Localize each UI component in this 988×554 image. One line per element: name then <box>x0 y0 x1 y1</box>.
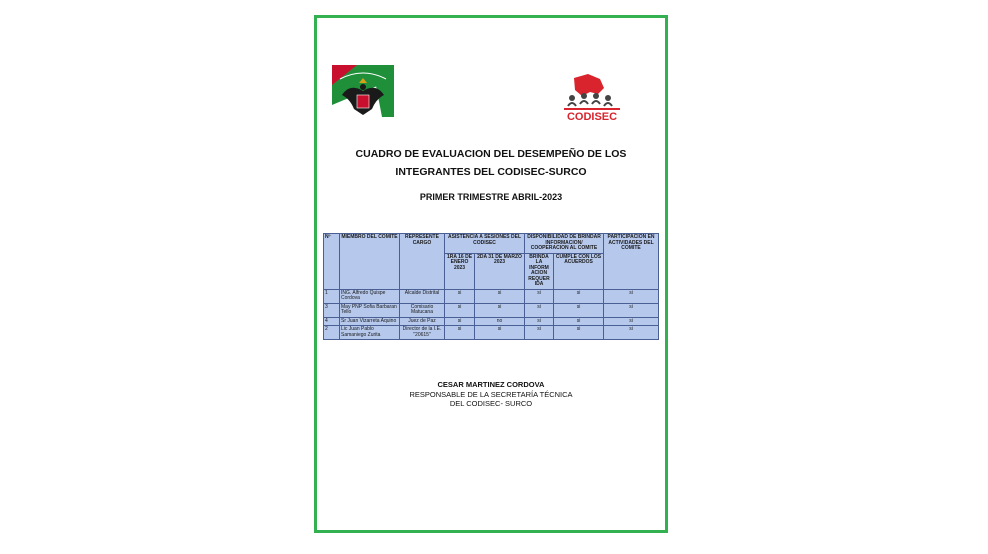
row-member: ING. Alfredo Quispe Cordova <box>340 289 400 303</box>
document-title <box>317 145 665 181</box>
header-provides-info: BRINDA LA INFORM ACION REQUER IDA <box>525 253 554 289</box>
row-session-1: si <box>445 326 475 340</box>
header-session-1: 1RA 16 DE ENERO 2023 <box>445 253 475 289</box>
row-session-2: si <box>475 289 525 303</box>
row-participation: si <box>604 289 659 303</box>
row-role: Alcalde Distrital <box>400 289 445 303</box>
row-member: May PNP Sofia Barbaran Tello <box>340 303 400 317</box>
header-role: REPRESENTE CARGO <box>400 234 445 290</box>
table-row <box>324 303 659 317</box>
row-participation: si <box>604 317 659 326</box>
row-meets-agreements: si <box>554 326 604 340</box>
signature-block <box>317 380 665 409</box>
header-meets-agreements: CUMPLE CON LOS ACUERDOS <box>554 253 604 289</box>
row-session-1: si <box>445 289 475 303</box>
row-provides-info: si <box>525 326 554 340</box>
row-participation: si <box>604 326 659 340</box>
row-session-1: si <box>445 303 475 317</box>
signatory-title-2: DEL CODISEC- SURCO <box>449 399 533 408</box>
row-participation: si <box>604 303 659 317</box>
row-meets-agreements: si <box>554 317 604 326</box>
table-row <box>324 289 659 303</box>
codisec-logo-text: CODISEC <box>566 111 618 122</box>
row-num: 2 <box>324 326 340 340</box>
table-row <box>324 317 659 326</box>
row-meets-agreements: si <box>554 289 604 303</box>
signatory-title-1: RESPONSABLE DE LA SECRETARÍA TÉCNICA <box>409 389 573 399</box>
row-session-2: si <box>475 303 525 317</box>
signatory-name: CESAR MARTINEZ CORDOVA <box>437 380 545 389</box>
header-member: MIEMBRO DEL COMITE <box>340 234 400 290</box>
row-member: Sr Juan Vizarreta Aquino <box>340 317 400 326</box>
row-num: 3 <box>324 303 340 317</box>
row-session-2: no <box>475 317 525 326</box>
row-provides-info: si <box>525 303 554 317</box>
document-subtitle: PRIMER TRIMESTRE ABRIL-2023 <box>419 192 563 202</box>
table-row <box>324 326 659 340</box>
row-session-2: si <box>475 326 525 340</box>
row-provides-info: si <box>525 289 554 303</box>
row-provides-info: si <box>525 317 554 326</box>
codisec-logo <box>560 70 626 122</box>
row-member: Lic Juan Pablo Samaniego Zurita <box>340 326 400 340</box>
header-session-2: 2DA 31 DE MARZO 2023 <box>475 253 525 289</box>
row-role: Juez de Paz <box>400 317 445 326</box>
document-page <box>314 15 668 533</box>
row-num: 4 <box>324 317 340 326</box>
header-attendance: ASISTENCIA A SESIONES DEL CODISEC <box>445 234 525 254</box>
title-line-1: CUADRO DE EVALUACION DEL DESEMPEÑO DE LOS <box>355 148 627 160</box>
title-line-2: INTEGRANTES DEL CODISEC-SURCO <box>395 166 587 178</box>
header-participation: PARTICIPACION EN ACTIVIDADES DEL COMITE <box>604 234 659 290</box>
header-availability: DISPONIBILIDAD DE BRINDAR INFORMACION/ COOPERACION AL COMITE <box>525 234 604 254</box>
row-num: 1 <box>324 289 340 303</box>
row-session-1: si <box>445 317 475 326</box>
row-meets-agreements: si <box>554 303 604 317</box>
row-role: Director de la I.E. "20615" <box>400 326 445 340</box>
municipal-shield-logo <box>332 65 394 117</box>
row-role: Comisario Matucana <box>400 303 445 317</box>
evaluation-table <box>323 233 659 340</box>
header-num: Nº <box>324 234 340 290</box>
